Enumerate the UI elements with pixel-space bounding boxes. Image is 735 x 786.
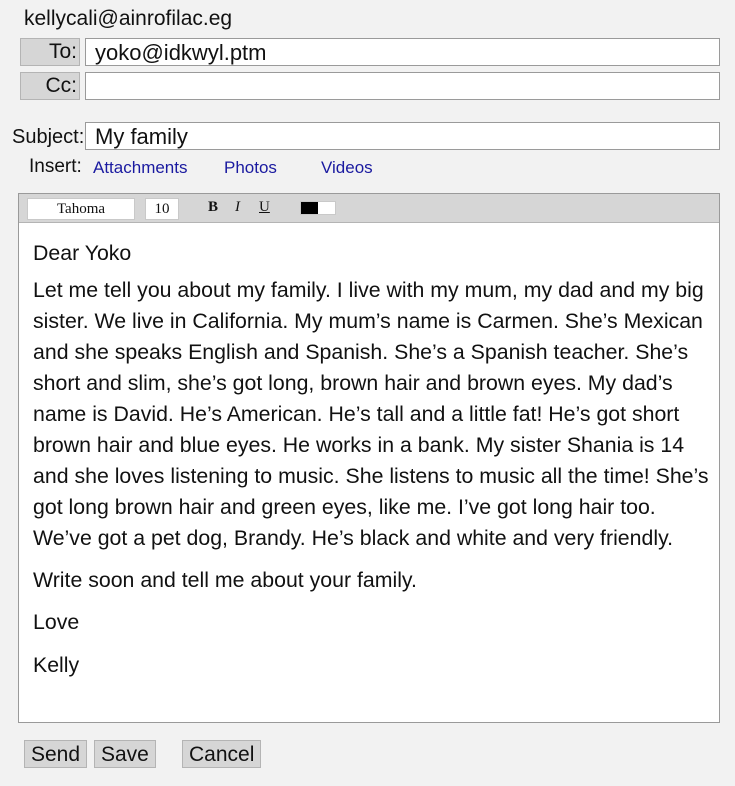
font-size-select[interactable]: 10 bbox=[145, 198, 179, 220]
subject-field[interactable]: My family bbox=[85, 122, 720, 150]
greeting-line: Dear Yoko bbox=[33, 241, 132, 265]
closing-line: Write soon and tell me about your family. bbox=[33, 568, 417, 592]
insert-attachments-link[interactable]: Attachments bbox=[93, 158, 188, 177]
save-button[interactable]: Save bbox=[94, 740, 156, 768]
insert-label: Insert: bbox=[29, 156, 82, 177]
from-address: kellycali@ainrofilac.eg bbox=[24, 7, 233, 30]
cc-button[interactable]: Cc: bbox=[20, 72, 80, 100]
font-select[interactable]: Tahoma bbox=[27, 198, 135, 220]
insert-videos-link[interactable]: Videos bbox=[321, 158, 373, 177]
insert-photos-link[interactable]: Photos bbox=[224, 158, 277, 177]
body-paragraph: Let me tell you about my family. I live with my mum, my dad and my big sister. We live in California. My mum’s name is Carmen. She’s Mexican and she speaks English and Spanish. She’s a Spanish teacher. She’s short and slim, she’s got long, brown hair and brown eyes. My dad’s name is David. He’s American. He’s tall and a little fat! He’s got short brown hair and blue eyes. He works in a bank. My sister Shania is 14 and she loves listening to music. She listens to music all the time! She’s got long brown hair and green eyes, like me. I’ve got long hair too. We’ve got a pet dog, Brandy. He’s black and white and very friendly. bbox=[33, 278, 709, 550]
subject-label: Subject: bbox=[12, 126, 85, 148]
bold-button[interactable]: B bbox=[208, 199, 219, 215]
signature-name: Kelly bbox=[33, 653, 80, 677]
signoff-line: Love bbox=[33, 610, 80, 634]
message-editor[interactable] bbox=[18, 193, 720, 723]
format-toolbar bbox=[19, 194, 719, 223]
text-color-picker[interactable] bbox=[300, 201, 336, 215]
color-swatch-icon bbox=[301, 202, 318, 214]
italic-button[interactable]: I bbox=[235, 199, 240, 215]
send-button[interactable]: Send bbox=[24, 740, 87, 768]
cc-field[interactable] bbox=[85, 72, 720, 100]
underline-button[interactable]: U bbox=[259, 199, 270, 215]
cancel-button[interactable]: Cancel bbox=[182, 740, 261, 768]
to-field[interactable]: yoko@idkwyl.ptm bbox=[85, 38, 720, 66]
to-button[interactable]: To: bbox=[20, 38, 80, 66]
message-body[interactable] bbox=[33, 238, 709, 692]
